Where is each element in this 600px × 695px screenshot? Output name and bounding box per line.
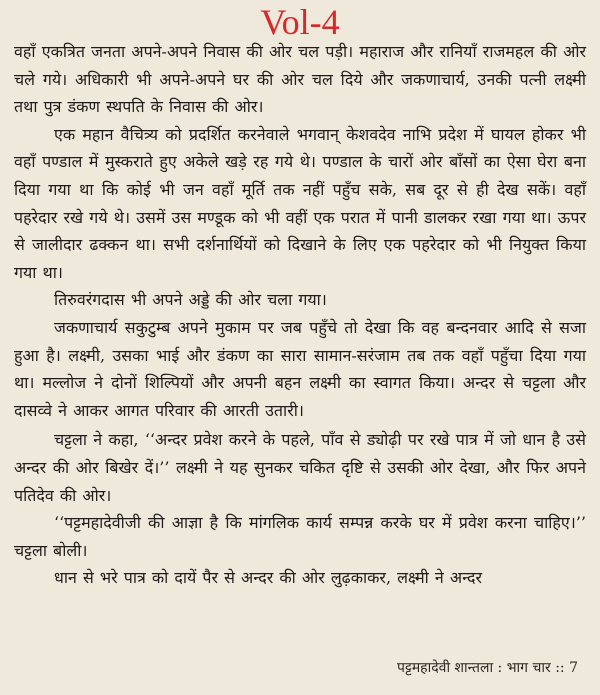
paragraph-2: एक महान वैचित्र्य को प्रदर्शित करनेवाले भगवान् केशवदेव नाभि प्रदेश में घायल होकर भी वहाँ पण्डाल में मुस्कराते हुए अकेले खड़े रह गये थे। पण्डाल के चारों ओर बाँसों का ऐसा घेरा बना दिया गया था कि कोई भी जन वहाँ मूर्ति तक नहीं पहुँच सके, सब दूर से ही देख सकें। वहाँ पहरेदार रखे गये थे। उसमें उस मण्डूक को भी वहीं एक परात में पानी डालकर रखा गया था। ऊपर से जालीदार ढक्कन था। सभी दर्शनार्थियों को दिखाने के लिए एक पहरेदार को भी नियुक्त किया गया था।	[14, 124, 586, 282]
volume-title: Vol-4	[260, 2, 340, 42]
paragraph-7: धान से भरे पात्र को दायें पैर से अन्दर की ओर लुढ़काकर, लक्ष्मी ने अन्दर	[54, 568, 483, 588]
page-footer: पट्टमहादेवी शान्तला : भाग चार :: 7	[397, 660, 578, 676]
paragraph-1: वहाँ एकत्रित जनता अपने-अपने निवास की ओर चल पड़ी। महाराज और रानियाँ राजमहल की ओर चले गये। अधिकारी भी अपने-अपने घर की ओर चल दिये और जकणाचार्य, उनकी पत्नी लक्ष्मी तथा पुत्र डंकण स्थपति के निवास की ओर।	[14, 42, 586, 117]
page-body	[14, 38, 586, 592]
paragraph-3: तिरुवरंगदास भी अपने अड्डे की ओर चला गया।	[54, 290, 327, 310]
paragraph-5: चट्टला ने कहा, ‘‘अन्दर प्रवेश करने के पहले, पाँव से ड्योढ़ी पर रखे पात्र में जो धान है उसे अन्दर की ओर बिखेर दें।’’ लक्ष्मी ने यह सुनकर चकित दृष्टि से उसकी ओर देखा, और फिर अपने पतिदेव की ओर।	[14, 430, 586, 505]
paragraph-6: ‘‘पट्टमहादेवीजी की आज्ञा है कि मांगलिक कार्य सम्पन्न करके घर में प्रवेश करना चाहिए।’’ चट्टला बोली।	[14, 513, 586, 560]
paragraph-4: जकणाचार्य सकुटुम्ब अपने मुकाम पर जब पहुँचे तो देखा कि वह बन्दनवार आदि से सजा हुआ है। लक्ष्मी, उसका भाई और डंकण का सारा सामान-सरंजाम तब तक वहाँ पहुँचा दिया गया था। मल्लोज ने दोनों शिल्पियों और अपनी बहन लक्ष्मी का स्वागत किया। अन्दर से चट्टला और दासव्वे ने आकर आगत परिवार की आरती उतारी।	[14, 317, 586, 420]
